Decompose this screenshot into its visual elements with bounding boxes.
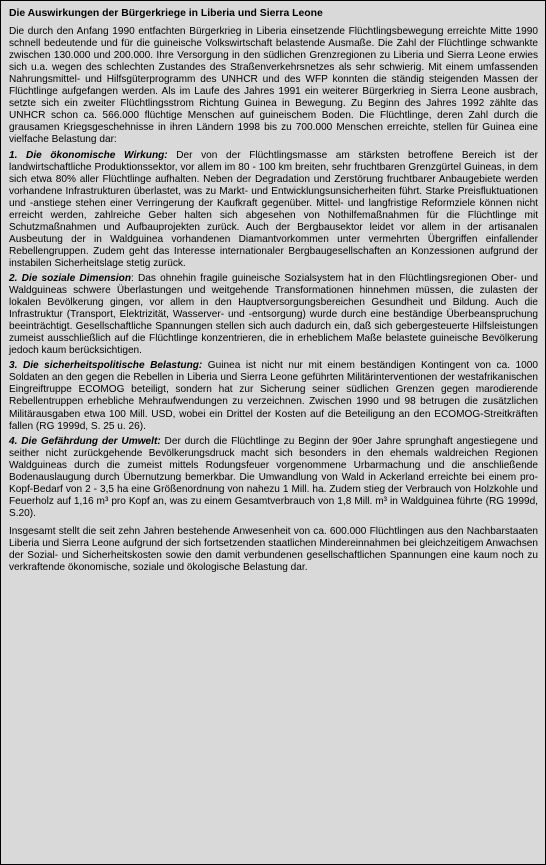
box-title: Die Auswirkungen der Bürgerkriege in Liberia und Sierra Leone [9, 8, 323, 19]
section-social [9, 273, 538, 357]
intro-paragraph: Die durch den Anfang 1990 entfachten Bürgerkrieg in Liberia einsetzende Flüchtlingsbewegung erreichte Mitte 1990 schnell bedeutende und für die guineische Volkswirtschaft belastende Ausmaße. Die Zahl der Flüchtlinge schwankte zwischen 130.000 und 200.000. Ihre Versorgung in den südlichen Grenzregionen zu Liberia und Sierra Leone erwies sich u.a. wegen des schlechten Zustandes des Straßenverkehrsnetzes als sehr schwierig. Mit einem umfassenden Nahrungsmittel- und Hilfsgüterprogramm des UNHCR und des WFP konnten die ständig steigenden Massen der Flüchtlinge aufgefangen werden. Als im Laufe des Jahres 1991 ein weiterer Bürgerkrieg in Sierra Leone ausbrach, setzte sich ein zweiter Flüchtlingsstrom Richtung Guinea in Bewegung. Zu Beginn des Jahres 1992 zählte das UNHCR schon ca. 566.000 flüchtige Menschen auf guineischem Boden. Die Flüchtlinge, deren Zahl durch die grausamen Kriegsgeschehnisse in ihren Ländern 1998 bis zu 700.000 Menschen erreichte, stellen für Guinea eine vielfache Belastung dar: [9, 26, 538, 146]
conclusion-paragraph: Insgesamt stellt die seit zehn Jahren bestehende Anwesenheit von ca. 600.000 Flüchtlingen aus den Nachbarstaaten Liberia und Sierra Leone aufgrund der sich fortsetzenden staatlichen Mindereinnahmen bei gleichzeitigem Anwachsen der Sozial- und Sicherheitskosten sowie den damit verbundenen gesellschaftlichen Spannungen eine kaum noch zu verkraftende ökonomische, soziale und ökologische Belastung dar. [9, 525, 538, 574]
section-heading: 1. Die ökonomische Wirkung: [9, 149, 168, 161]
section-economic [9, 150, 538, 270]
section-security [9, 360, 538, 432]
section-text: : Das ohnehin fragile guineische Sozialsystem hat in den Flüchtlingsregionen Ober- und Waldguineas schwere Überlastungen und weitgehende Transformationen hinnehmen müssen, die zulasten der lokalen Bevölkerung gingen, vor allem in den Hauptversorgungsbereichen Gesundheit und Bildung. Auch die Infrastruktur (Transport, Elektrizität, Wasserver- und -entsorgung) wurde durch eine beständige Überbeanspruchung beeinträchtigt. Gesellschaftliche Spannungen stellen sich auch dadurch ein, daß sich gebergesteuerte Hilfsleistungen zumeist ausschließlich auf die Flüchtlinge konzentrieren, die in erheblichem Maße belastete guineische Bevölkerung jedoch kaum berücksichtigen. [9, 272, 538, 357]
section-text: Guinea ist nicht nur mit einem beständigen Kontingent von ca. 1000 Soldaten an den gegen die Rebellen in Liberia und Sierra Leone geführten Militärinterventionen der westafrikanischen Eingreiftruppe ECOMOG beteiligt, sondern hat zur Sicherung seiner südlichen Grenzen gegen marodierende Rebellentruppen erhebliche Mehraufwendungen zu verzeichnen. Zwischen 1990 und 98 betrugen die zusätzlichen Militärausgaben etwa 100 Mill. USD, wobei ein Drittel der Kosten auf die Beteiligung an den ECOMOG-Streitkräften fallen (RG 1999d, S. 25 u. 26). [9, 360, 538, 432]
section-heading: 3. Die sicherheitspolitische Belastung: [9, 360, 203, 372]
section-environment [9, 436, 538, 520]
section-text: Der von der Flüchtlingsmasse am stärksten betroffene Bereich ist der landwirtschaftliche Produktionssektor, vor allem im 80 - 100 km breiten, sehr fruchtbaren Grenzgürtel Guineas, in dem sich etwa 80% aller Flüchtlinge aufhalten. Neben der Degradation und Zerstörung fruchtbarer Anbaugebiete werden vorhandene Infrastrukturen überlastet, was zu Markt- und Entwicklungsunsicherheiten führt. Starke Preisfluktuationen und -anstiege stehen einer Verringerung der Kaufkraft gegenüber. Mittel- und langfristige Reformziele können nicht erreicht werden, zahlreiche Geber halten sich abgesehen von Nothilfemaßnahmen für die Flüchtlinge mit Schutzmaßnahmen und Aufbauprojekten zurück. Auch der Bergbausektor leidet vor allem in der artisanalen Ausbeutung der in Waldguinea vorhandenen Diamantvorkommen unter vermehrten Übergriffen einfallender Rebellengruppen. Zudem geht das Interesse internationaler Bergbaugesellschaften an Konzessionen aufgrund der instabilen Sicherheitslage stetig zurück. [9, 149, 538, 269]
section-text: Der durch die Flüchtlinge zu Beginn der 90er Jahre sprunghaft angestiegene und seither nicht zurückgehende Bevölkerungsdruck macht sich besonders in den ehemals waldreichen Regionen Waldguineas durch die zumeist mittels Rodungsfeuer vorgenommene Urbarmachung und die anschließende Bodenauslaugung durch Übernutzung bemerkbar. Die Umwandlung von Wald in Ackerland erreichte bei einem pro-Kopf-Bedarf von 2 - 3,5 ha eine Größenordnung von nahezu 1 Mill. ha. Zudem stieg der Verbrauch von Holzkohle und Feuerholz auf 1,16 m³ pro Kopf an, was zu einem Gesamtverbrauch von 1,8 Mill. m³ in Waldguinea führte (RG 1999d, S.20). [9, 435, 538, 519]
section-heading: 4. Die Gefährdung der Umwelt: [9, 435, 161, 447]
section-heading: 2. Die soziale Dimension [9, 272, 131, 284]
